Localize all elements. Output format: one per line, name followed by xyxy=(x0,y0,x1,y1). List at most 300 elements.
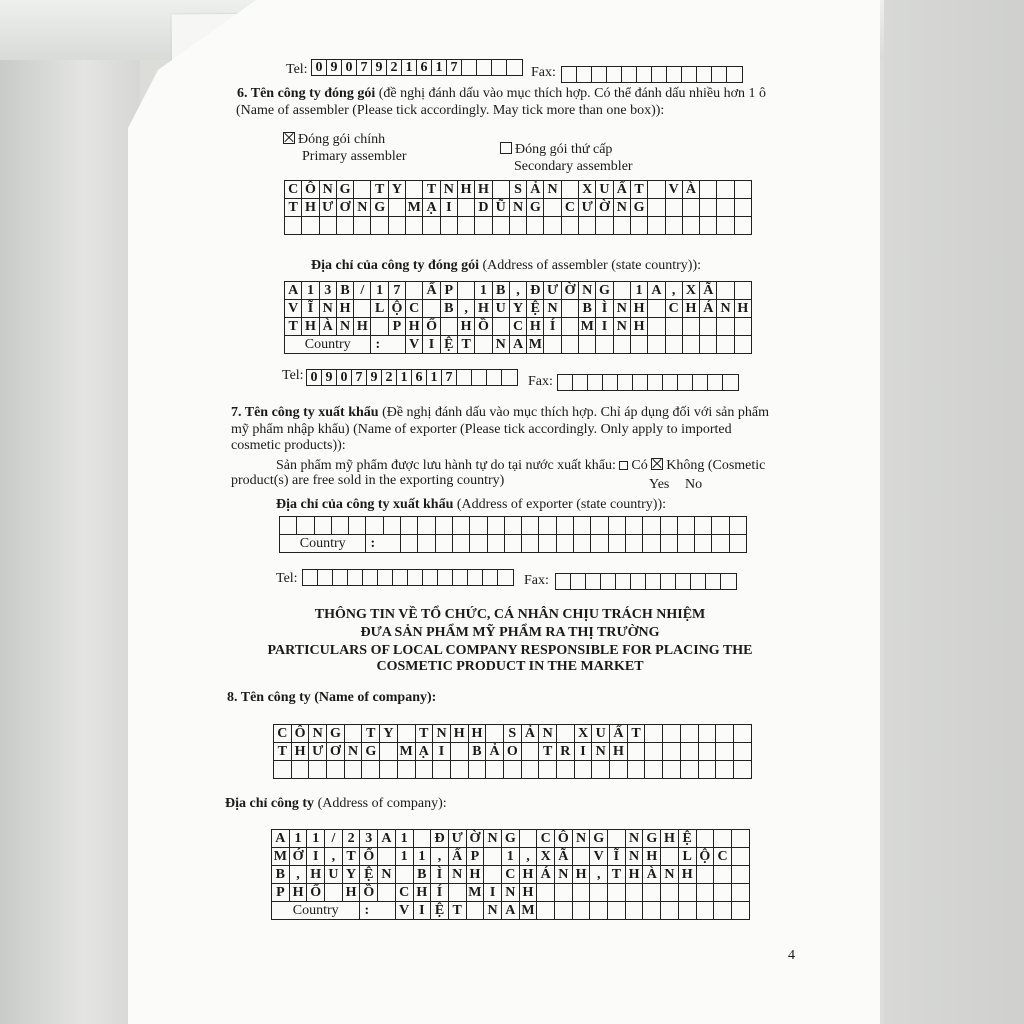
country-char-box[interactable] xyxy=(666,336,683,354)
char-box[interactable] xyxy=(418,517,435,535)
country-char-box[interactable] xyxy=(505,535,522,553)
char-box[interactable]: Ố xyxy=(423,318,440,336)
char-box[interactable] xyxy=(458,282,475,300)
char-box[interactable] xyxy=(610,761,628,779)
digit-box[interactable] xyxy=(438,570,453,585)
char-box[interactable]: Ồ xyxy=(360,884,378,902)
char-box[interactable] xyxy=(683,199,700,217)
char-box[interactable]: G xyxy=(502,830,520,848)
char-box[interactable] xyxy=(493,217,510,235)
char-box[interactable]: Ả xyxy=(522,725,540,743)
country-char-box[interactable] xyxy=(626,902,644,920)
char-box[interactable] xyxy=(378,848,396,866)
char-box[interactable]: 7 xyxy=(389,282,406,300)
char-box[interactable]: C xyxy=(666,300,683,318)
char-box[interactable] xyxy=(730,517,747,535)
country-char-box[interactable]: M xyxy=(520,902,538,920)
char-box[interactable]: C xyxy=(510,318,527,336)
country-char-box[interactable] xyxy=(418,535,435,553)
char-box[interactable]: H xyxy=(469,725,487,743)
char-box[interactable] xyxy=(734,725,752,743)
char-box[interactable]: Ộ xyxy=(389,300,406,318)
char-box[interactable] xyxy=(591,517,608,535)
char-box[interactable]: T xyxy=(539,743,557,761)
tel-top-field[interactable] xyxy=(311,59,523,76)
char-box[interactable]: Ơ xyxy=(327,743,345,761)
char-box[interactable]: N xyxy=(309,725,327,743)
char-box[interactable]: H xyxy=(520,866,538,884)
char-box[interactable] xyxy=(631,217,648,235)
char-box[interactable] xyxy=(389,217,406,235)
digit-box[interactable] xyxy=(562,67,577,82)
digit-box[interactable] xyxy=(318,570,333,585)
char-box[interactable] xyxy=(433,761,451,779)
char-box[interactable]: / xyxy=(325,830,343,848)
char-box[interactable] xyxy=(699,743,717,761)
char-box[interactable]: G xyxy=(362,743,380,761)
char-box[interactable]: N xyxy=(337,318,354,336)
char-box[interactable]: Y xyxy=(343,866,361,884)
country-char-box[interactable] xyxy=(683,336,700,354)
char-box[interactable] xyxy=(734,743,752,761)
char-box[interactable]: H xyxy=(354,318,371,336)
country-char-box[interactable] xyxy=(596,336,613,354)
country-char-box[interactable] xyxy=(614,336,631,354)
fax-top-field[interactable] xyxy=(561,66,743,83)
char-box[interactable]: T xyxy=(274,743,292,761)
digit-box[interactable]: 0 xyxy=(337,370,352,385)
char-box[interactable]: C xyxy=(537,830,555,848)
char-box[interactable] xyxy=(661,848,679,866)
char-box[interactable] xyxy=(695,517,712,535)
char-box[interactable] xyxy=(423,217,440,235)
checked-box-icon[interactable] xyxy=(283,132,295,144)
char-box[interactable] xyxy=(575,761,593,779)
char-box[interactable]: C xyxy=(285,181,302,199)
char-box[interactable]: H xyxy=(735,300,752,318)
char-box[interactable]: H xyxy=(475,181,492,199)
country-char-box[interactable] xyxy=(643,535,660,553)
char-box[interactable] xyxy=(384,517,401,535)
char-box[interactable]: , xyxy=(458,300,475,318)
char-box[interactable]: Ư xyxy=(449,830,467,848)
country-char-box[interactable] xyxy=(735,336,752,354)
char-box[interactable]: X xyxy=(683,282,700,300)
country-char-box[interactable] xyxy=(591,535,608,553)
char-box[interactable]: N xyxy=(441,181,458,199)
country-char-box[interactable]: V xyxy=(406,336,423,354)
char-box[interactable]: M xyxy=(272,848,290,866)
char-box[interactable]: Ĩ xyxy=(302,300,319,318)
char-box[interactable]: L xyxy=(679,848,697,866)
char-box[interactable]: 1 xyxy=(396,830,414,848)
char-box[interactable]: N xyxy=(661,866,679,884)
char-box[interactable] xyxy=(557,761,575,779)
char-box[interactable]: Ộ xyxy=(697,848,715,866)
country-char-box[interactable] xyxy=(626,535,643,553)
char-box[interactable] xyxy=(451,743,469,761)
char-box[interactable]: À xyxy=(320,318,337,336)
char-box[interactable] xyxy=(735,318,752,336)
char-box[interactable]: Đ xyxy=(527,282,544,300)
char-box[interactable] xyxy=(666,217,683,235)
char-box[interactable]: H xyxy=(343,884,361,902)
char-box[interactable]: H xyxy=(337,300,354,318)
char-box[interactable] xyxy=(643,517,660,535)
char-box[interactable]: C xyxy=(714,848,732,866)
char-box[interactable] xyxy=(596,217,613,235)
char-box[interactable]: U xyxy=(325,866,343,884)
country-char-box[interactable]: V xyxy=(396,902,414,920)
char-box[interactable]: Ĩ xyxy=(608,848,626,866)
char-box[interactable]: N xyxy=(592,743,610,761)
char-box[interactable] xyxy=(700,318,717,336)
char-box[interactable]: Ờ xyxy=(467,830,485,848)
char-box[interactable] xyxy=(414,830,432,848)
char-box[interactable]: A xyxy=(272,830,290,848)
char-box[interactable]: N xyxy=(502,884,520,902)
char-box[interactable]: N xyxy=(484,830,502,848)
char-box[interactable]: I xyxy=(433,743,451,761)
char-box[interactable] xyxy=(732,884,750,902)
char-box[interactable] xyxy=(678,517,695,535)
char-box[interactable] xyxy=(493,181,510,199)
char-box[interactable]: B xyxy=(493,282,510,300)
country-char-box[interactable] xyxy=(467,902,485,920)
char-box[interactable] xyxy=(661,884,679,902)
char-box[interactable] xyxy=(573,884,591,902)
digit-box[interactable] xyxy=(492,60,507,75)
char-box[interactable]: T xyxy=(608,866,626,884)
char-box[interactable]: / xyxy=(354,282,371,300)
char-box[interactable] xyxy=(366,517,383,535)
digit-box[interactable]: 1 xyxy=(432,60,447,75)
char-box[interactable] xyxy=(562,217,579,235)
digit-box[interactable] xyxy=(558,375,573,390)
char-box[interactable]: U xyxy=(493,300,510,318)
country-char-box[interactable] xyxy=(475,336,492,354)
char-box[interactable] xyxy=(717,217,734,235)
char-box[interactable] xyxy=(380,743,398,761)
country-char-box[interactable] xyxy=(695,535,712,553)
char-box[interactable] xyxy=(449,884,467,902)
assembler-address-grid[interactable] xyxy=(284,281,752,354)
char-box[interactable] xyxy=(337,217,354,235)
digit-box[interactable] xyxy=(661,574,676,589)
digit-box[interactable] xyxy=(648,375,663,390)
char-box[interactable]: 1 xyxy=(631,282,648,300)
char-box[interactable]: H xyxy=(679,866,697,884)
digit-box[interactable] xyxy=(477,60,492,75)
char-box[interactable]: Ấ xyxy=(614,181,631,199)
char-box[interactable]: , xyxy=(590,866,608,884)
char-box[interactable] xyxy=(453,517,470,535)
char-box[interactable]: 1 xyxy=(475,282,492,300)
char-box[interactable]: G xyxy=(371,199,388,217)
digit-box[interactable]: 1 xyxy=(402,60,417,75)
char-box[interactable] xyxy=(714,866,732,884)
char-box[interactable] xyxy=(349,517,366,535)
char-box[interactable]: B xyxy=(469,743,487,761)
char-box[interactable]: 1 xyxy=(302,282,319,300)
char-box[interactable]: V xyxy=(590,848,608,866)
char-box[interactable]: C xyxy=(396,884,414,902)
char-box[interactable] xyxy=(406,282,423,300)
char-box[interactable]: P xyxy=(389,318,406,336)
char-box[interactable]: N xyxy=(614,318,631,336)
char-box[interactable]: Ờ xyxy=(562,282,579,300)
char-box[interactable] xyxy=(544,199,561,217)
digit-box[interactable]: 7 xyxy=(352,370,367,385)
digit-box[interactable] xyxy=(637,67,652,82)
char-box[interactable]: C xyxy=(502,866,520,884)
char-box[interactable]: I xyxy=(307,848,325,866)
char-box[interactable]: T xyxy=(416,725,434,743)
char-box[interactable] xyxy=(562,181,579,199)
company-address-grid[interactable] xyxy=(271,829,750,920)
char-box[interactable]: P xyxy=(272,884,290,902)
char-box[interactable] xyxy=(537,884,555,902)
char-box[interactable]: N xyxy=(378,866,396,884)
char-box[interactable]: T xyxy=(628,725,646,743)
country-char-box[interactable] xyxy=(470,535,487,553)
char-box[interactable]: N xyxy=(555,866,573,884)
char-box[interactable]: N xyxy=(626,830,644,848)
checked-box-icon[interactable] xyxy=(651,458,663,470)
country-char-box[interactable] xyxy=(678,535,695,553)
char-box[interactable]: Ô xyxy=(302,181,319,199)
char-box[interactable]: Ớ xyxy=(290,848,308,866)
char-box[interactable]: S xyxy=(504,725,522,743)
char-box[interactable] xyxy=(315,517,332,535)
exporter-fax-field[interactable] xyxy=(555,573,737,590)
char-box[interactable]: Ấ xyxy=(449,848,467,866)
digit-box[interactable] xyxy=(348,570,363,585)
char-box[interactable]: G xyxy=(527,199,544,217)
char-box[interactable] xyxy=(626,517,643,535)
char-box[interactable] xyxy=(504,761,522,779)
char-box[interactable] xyxy=(609,517,626,535)
country-char-box[interactable] xyxy=(555,902,573,920)
char-box[interactable]: H xyxy=(683,300,700,318)
char-box[interactable]: T xyxy=(371,181,388,199)
char-box[interactable] xyxy=(712,517,729,535)
country-char-box[interactable] xyxy=(539,535,556,553)
char-box[interactable] xyxy=(734,761,752,779)
char-box[interactable]: G xyxy=(643,830,661,848)
char-box[interactable]: Ấ xyxy=(610,725,628,743)
char-box[interactable]: Ư xyxy=(320,199,337,217)
country-char-box[interactable] xyxy=(732,902,750,920)
char-box[interactable]: Ả xyxy=(486,743,504,761)
char-box[interactable] xyxy=(451,761,469,779)
char-box[interactable] xyxy=(648,318,665,336)
char-box[interactable]: N xyxy=(539,725,557,743)
country-char-box[interactable] xyxy=(643,902,661,920)
char-box[interactable] xyxy=(527,217,544,235)
char-box[interactable] xyxy=(700,199,717,217)
char-box[interactable]: U xyxy=(592,725,610,743)
char-box[interactable] xyxy=(522,761,540,779)
char-box[interactable]: H xyxy=(414,884,432,902)
char-box[interactable]: H xyxy=(467,866,485,884)
char-box[interactable] xyxy=(510,217,527,235)
char-box[interactable]: P xyxy=(467,848,485,866)
digit-box[interactable] xyxy=(573,375,588,390)
char-box[interactable]: M xyxy=(579,318,596,336)
char-box[interactable] xyxy=(555,884,573,902)
char-box[interactable] xyxy=(716,761,734,779)
country-char-box[interactable]: I xyxy=(414,902,432,920)
char-box[interactable] xyxy=(389,199,406,217)
char-box[interactable] xyxy=(683,217,700,235)
char-box[interactable] xyxy=(645,761,663,779)
char-box[interactable] xyxy=(396,866,414,884)
char-box[interactable]: P xyxy=(441,282,458,300)
char-box[interactable]: Ô xyxy=(292,725,310,743)
country-char-box[interactable]: M xyxy=(527,336,544,354)
char-box[interactable]: Í xyxy=(431,884,449,902)
char-box[interactable]: T xyxy=(631,181,648,199)
char-box[interactable] xyxy=(700,217,717,235)
char-box[interactable] xyxy=(666,199,683,217)
char-box[interactable] xyxy=(292,761,310,779)
char-box[interactable]: Í xyxy=(544,318,561,336)
char-box[interactable]: C xyxy=(274,725,292,743)
digit-box[interactable] xyxy=(631,574,646,589)
char-box[interactable]: I xyxy=(575,743,593,761)
char-box[interactable]: H xyxy=(661,830,679,848)
country-char-box[interactable]: T xyxy=(458,336,475,354)
char-box[interactable] xyxy=(557,725,575,743)
char-box[interactable]: N xyxy=(345,743,363,761)
char-box[interactable] xyxy=(648,217,665,235)
digit-box[interactable] xyxy=(678,375,693,390)
char-box[interactable]: , xyxy=(325,848,343,866)
char-box[interactable]: Ệ xyxy=(679,830,697,848)
country-char-box[interactable]: I xyxy=(423,336,440,354)
char-box[interactable] xyxy=(573,848,591,866)
country-char-box[interactable]: A xyxy=(502,902,520,920)
country-char-box[interactable] xyxy=(661,902,679,920)
digit-box[interactable] xyxy=(616,574,631,589)
country-char-box[interactable] xyxy=(522,535,539,553)
digit-box[interactable]: 2 xyxy=(387,60,402,75)
char-box[interactable]: Ả xyxy=(527,181,544,199)
char-box[interactable] xyxy=(716,743,734,761)
country-char-box[interactable] xyxy=(631,336,648,354)
char-box[interactable]: Y xyxy=(510,300,527,318)
char-box[interactable]: H xyxy=(292,743,310,761)
char-box[interactable]: N xyxy=(320,300,337,318)
char-box[interactable]: N xyxy=(579,282,596,300)
digit-box[interactable]: 0 xyxy=(342,60,357,75)
char-box[interactable] xyxy=(354,300,371,318)
char-box[interactable] xyxy=(327,761,345,779)
char-box[interactable]: Ạ xyxy=(416,743,434,761)
char-box[interactable]: I xyxy=(484,884,502,902)
digit-box[interactable] xyxy=(462,60,477,75)
char-box[interactable]: T xyxy=(285,318,302,336)
assembler-fax-field[interactable] xyxy=(557,374,739,391)
char-box[interactable]: B xyxy=(579,300,596,318)
digit-box[interactable] xyxy=(646,574,661,589)
char-box[interactable]: N xyxy=(614,199,631,217)
char-box[interactable]: H xyxy=(458,181,475,199)
primary-assembler-option[interactable]: Đóng gói chính xyxy=(283,132,385,148)
char-box[interactable]: 1 xyxy=(396,848,414,866)
char-box[interactable]: Ờ xyxy=(596,199,613,217)
char-box[interactable]: V xyxy=(666,181,683,199)
char-box[interactable] xyxy=(735,199,752,217)
country-char-box[interactable]: N xyxy=(484,902,502,920)
country-char-box[interactable] xyxy=(590,902,608,920)
country-char-box[interactable] xyxy=(648,336,665,354)
country-char-box[interactable] xyxy=(537,902,555,920)
char-box[interactable]: N xyxy=(510,199,527,217)
char-box[interactable] xyxy=(699,761,717,779)
char-box[interactable] xyxy=(423,300,440,318)
char-box[interactable] xyxy=(309,761,327,779)
char-box[interactable] xyxy=(614,217,631,235)
char-box[interactable]: À xyxy=(643,866,661,884)
country-char-box[interactable] xyxy=(712,535,729,553)
country-char-box[interactable] xyxy=(608,902,626,920)
char-box[interactable] xyxy=(699,725,717,743)
char-box[interactable]: H xyxy=(307,866,325,884)
char-box[interactable] xyxy=(579,217,596,235)
char-box[interactable] xyxy=(608,884,626,902)
char-box[interactable]: V xyxy=(285,300,302,318)
char-box[interactable] xyxy=(717,181,734,199)
char-box[interactable] xyxy=(735,217,752,235)
digit-box[interactable] xyxy=(697,67,712,82)
char-box[interactable]: H xyxy=(458,318,475,336)
digit-box[interactable] xyxy=(363,570,378,585)
digit-box[interactable]: 2 xyxy=(382,370,397,385)
char-box[interactable] xyxy=(661,517,678,535)
digit-box[interactable] xyxy=(472,370,487,385)
char-box[interactable] xyxy=(717,199,734,217)
char-box[interactable]: N xyxy=(717,300,734,318)
assembler-name-grid[interactable] xyxy=(284,180,752,235)
char-box[interactable] xyxy=(557,517,574,535)
empty-checkbox-icon[interactable] xyxy=(619,461,628,470)
char-box[interactable]: N xyxy=(614,300,631,318)
char-box[interactable] xyxy=(441,217,458,235)
char-box[interactable]: Á xyxy=(700,300,717,318)
digit-box[interactable] xyxy=(378,570,393,585)
char-box[interactable] xyxy=(371,217,388,235)
char-box[interactable] xyxy=(592,761,610,779)
char-box[interactable] xyxy=(416,761,434,779)
char-box[interactable]: M xyxy=(398,743,416,761)
char-box[interactable] xyxy=(717,318,734,336)
char-box[interactable]: S xyxy=(510,181,527,199)
char-box[interactable]: N xyxy=(354,199,371,217)
digit-box[interactable]: 7 xyxy=(447,60,462,75)
char-box[interactable]: N xyxy=(544,181,561,199)
digit-box[interactable] xyxy=(408,570,423,585)
char-box[interactable] xyxy=(520,830,538,848)
char-box[interactable]: Ổ xyxy=(360,848,378,866)
char-box[interactable] xyxy=(362,761,380,779)
char-box[interactable]: , xyxy=(666,282,683,300)
country-char-box[interactable] xyxy=(730,535,747,553)
digit-box[interactable] xyxy=(676,574,691,589)
country-char-box[interactable] xyxy=(697,902,715,920)
digit-box[interactable] xyxy=(708,375,723,390)
